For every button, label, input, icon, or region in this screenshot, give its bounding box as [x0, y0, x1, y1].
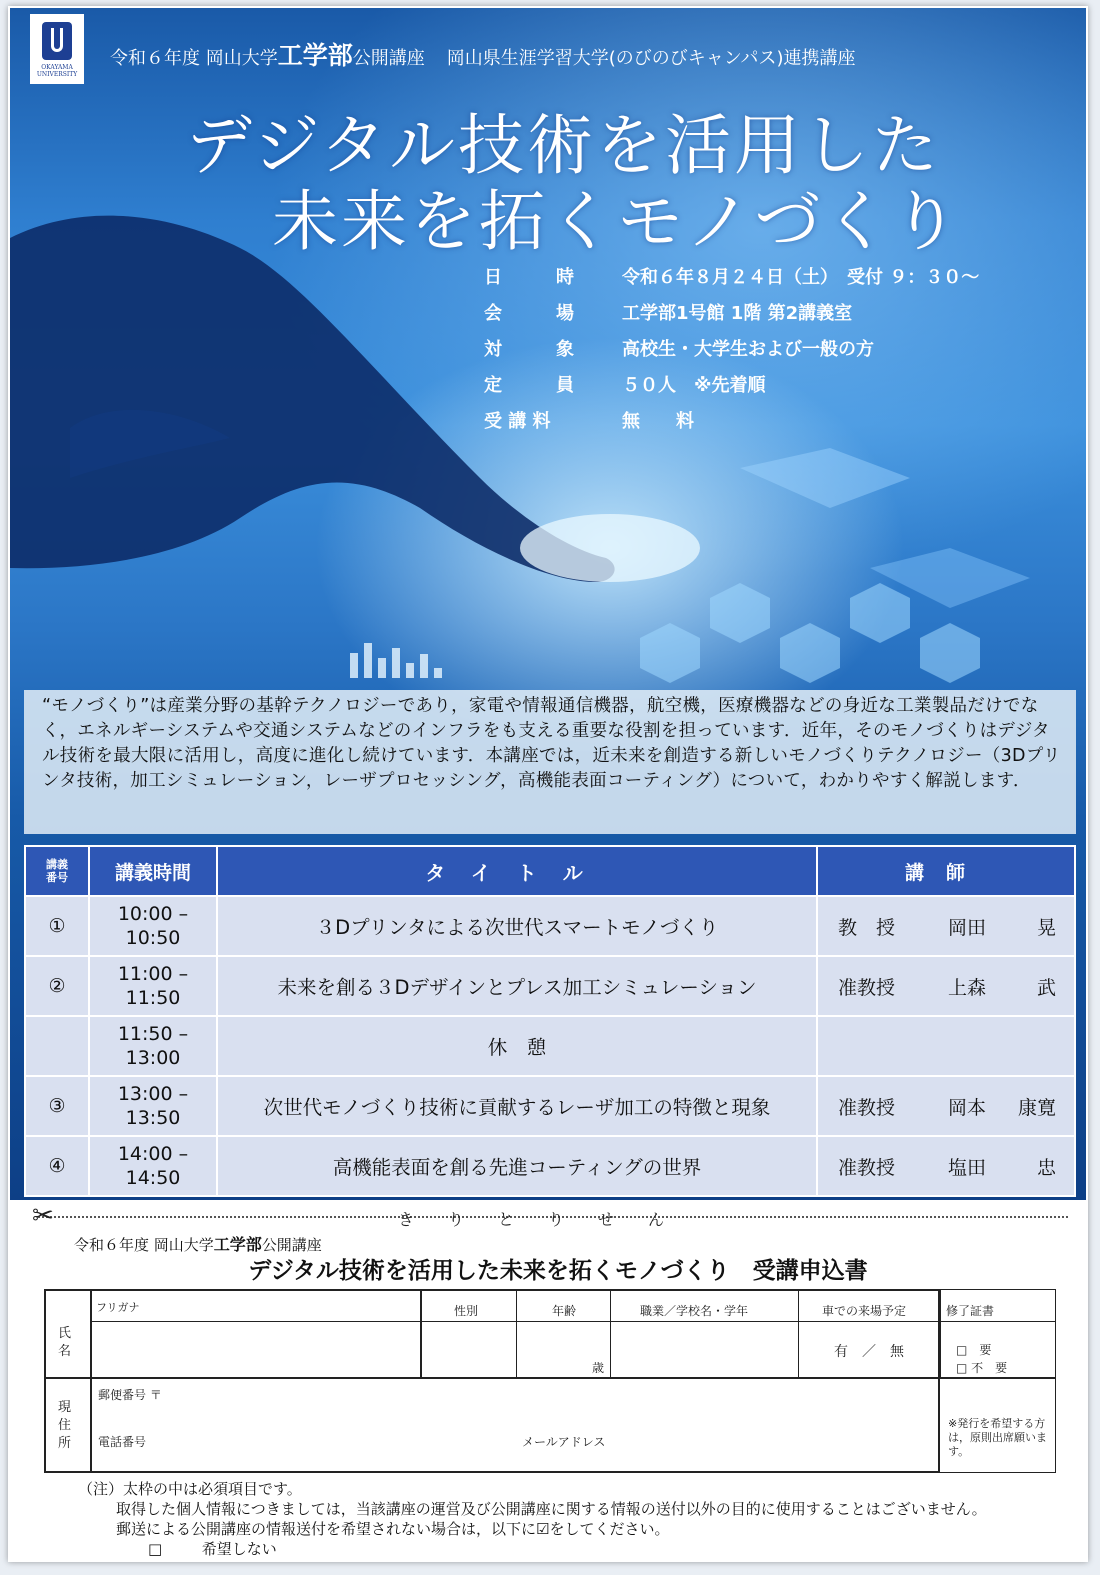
cut-label: きりとりせん — [397, 1210, 698, 1229]
postal-label: 郵便番号 〒 — [98, 1388, 162, 1402]
lecture-title: 未来を創る３Dデザインとプレス加工シミュレーション — [217, 956, 817, 1016]
gender-field[interactable] — [424, 1322, 514, 1376]
lecture-time: 10:00 – 10:50 — [89, 896, 217, 956]
phone-field[interactable] — [154, 1425, 504, 1455]
header-partner: 岡山県生涯学習大学(のびのびキャンパス)連携講座 — [446, 48, 856, 69]
lecturer: 准教授 岡本 康寛 — [817, 1076, 1075, 1136]
info-label: 定 員 — [484, 375, 574, 396]
address-field[interactable] — [174, 1381, 934, 1411]
col-header-no: 講義 番号 — [25, 846, 89, 896]
form-subheader: 令和６年度 岡山大学工学部公開講座 — [74, 1235, 322, 1254]
occupation-field[interactable] — [612, 1322, 796, 1376]
lecture-time: 14:00 – 14:50 — [89, 1136, 217, 1196]
opt-out-label: 希望しない — [201, 1540, 277, 1558]
table-row — [25, 1136, 1075, 1196]
note-line: （注）太枠の中は必須項目です。 — [78, 1480, 302, 1498]
main-title-line1: デジタル技術を活用した — [186, 107, 942, 184]
table-row — [25, 896, 1075, 956]
email-label: メールアドレス — [522, 1435, 606, 1449]
note-line: 郵送による公開講座の情報送付を希望されない場合は，以下に☑をしてください。 — [116, 1520, 670, 1538]
lecture-no: ③ — [25, 1076, 89, 1136]
info-value: 工学部1号館 1階 第2講義室 — [622, 303, 853, 324]
lecture-title: 次世代モノづくり技術に貢献するレーザ加工の特徴と現象 — [217, 1076, 817, 1136]
info-label: 会 場 — [484, 303, 574, 324]
university-logo — [30, 14, 84, 84]
table-row — [25, 956, 1075, 1016]
info-row-fee — [484, 407, 1084, 433]
info-value: 高校生・大学生および一般の方 — [622, 339, 874, 360]
info-label: 対 象 — [484, 339, 574, 360]
gender-label: 性別 — [454, 1304, 479, 1318]
cert-need-checkbox[interactable]: □ 要 — [956, 1343, 992, 1357]
hero-banner — [10, 8, 1086, 1200]
table-row — [25, 1016, 1075, 1076]
lecturer: 准教授 上森 武 — [817, 956, 1075, 1016]
info-row-target — [484, 335, 1084, 361]
main-title-line2: 未来を拓くモノづくり — [272, 183, 962, 260]
address-label: 現 住 所 — [58, 1400, 72, 1451]
cert-note: ※発行を希望する方は，原則出席願います。 — [948, 1417, 1047, 1458]
lecturer: 教 授 岡田 晃 — [817, 896, 1075, 956]
lecture-title: 休 憩 — [217, 1016, 817, 1076]
info-row-capacity — [484, 371, 1084, 397]
info-label: 日 時 — [484, 267, 574, 288]
info-label: 受 講 料 — [484, 411, 551, 432]
schedule-header-row — [25, 846, 1075, 896]
form-notes — [78, 1479, 987, 1559]
form-title: デジタル技術を活用した未来を拓くモノづくり 受講申込書 — [248, 1258, 868, 1284]
lecture-time: 11:50 – 13:00 — [89, 1016, 217, 1076]
occupation-label: 職業／学校名・学年 — [640, 1304, 749, 1318]
lecture-time: 13:00 – 13:50 — [89, 1076, 217, 1136]
certificate-label: 修了証書 — [946, 1304, 995, 1318]
age-unit: 歳 — [592, 1361, 605, 1375]
logo-mark-icon — [42, 22, 72, 60]
col-header-time: 講義時間 — [89, 846, 217, 896]
car-options[interactable]: 有 ／ 無 — [834, 1344, 904, 1360]
note-line: 取得した個人情報につきましては，当該講座の運営及び公開講座に関する情報の送付以外の目的に使用することはございません。 — [116, 1500, 987, 1518]
name-label: 氏 名 — [58, 1326, 72, 1359]
lecturer: 准教授 塩田 忠 — [817, 1136, 1075, 1196]
info-value: ５０人 ※先着順 — [622, 375, 766, 396]
digital-interface-graphic — [310, 428, 1070, 688]
scissors-icon: ✂ — [32, 1201, 54, 1231]
col-header-lecturer: 講師 — [817, 846, 1075, 896]
lecture-no: ② — [25, 956, 89, 1016]
furigana-label: フリガナ — [96, 1301, 140, 1314]
phone-label: 電話番号 — [98, 1435, 147, 1449]
header-faculty: 工学部 — [277, 41, 353, 70]
lecture-time: 11:00 – 11:50 — [89, 956, 217, 1016]
name-field[interactable] — [96, 1322, 418, 1376]
email-field[interactable] — [610, 1425, 930, 1455]
intro-paragraph: “モノづくり”は産業分野の基幹テクノロジーであり，家電や情報通信機器，航空機，医療機器などの身近な工業製品だけでなく，エネルギーシステムや交通システムなどのインフラをも支える重要な役割を担っています．近年，そのモノづくりはデジタル技術を最大限に活用し，高度に進化し続けています．本講座では，近未来を創造する新しいモノづくりテクノロジー（3Dプリンタ技術，加工シミュレーション，レーザプロセッシング，高機能表面コーティング）について，わかりやすく解説します． — [24, 690, 1076, 834]
table-row — [25, 1076, 1075, 1136]
info-row-date — [484, 263, 1084, 289]
lecture-no — [25, 1016, 89, 1076]
lecture-no: ④ — [25, 1136, 89, 1196]
info-value: 無 料 — [622, 411, 694, 432]
lecture-title: ３Dプリンタによる次世代スマートモノづくり — [217, 896, 817, 956]
cert-no-need-checkbox[interactable]: □ 不 要 — [956, 1361, 1008, 1375]
application-form — [44, 1289, 1056, 1473]
flyer-page — [8, 6, 1088, 1562]
info-value: 令和６年８月２４日（土） 受付 ９：３０～ — [622, 267, 980, 288]
info-row-venue — [484, 299, 1084, 325]
header-line — [110, 36, 856, 72]
lecture-title: 高機能表面を創る先進コーティングの世界 — [217, 1136, 817, 1196]
col-header-title: タイトル — [217, 846, 817, 896]
logo-text: OKAYAMA UNIVERSITY — [36, 64, 78, 78]
opt-out-checkbox[interactable]: □ — [148, 1540, 163, 1558]
age-label: 年齢 — [552, 1304, 577, 1318]
car-label: 車での来場予定 — [822, 1304, 907, 1318]
lecturer — [817, 1016, 1075, 1076]
schedule-table — [24, 845, 1076, 1197]
header-suffix: 公開講座 — [352, 48, 425, 69]
header-prefix: 令和６年度 岡山大学 — [110, 48, 278, 69]
lecture-no: ① — [25, 896, 89, 956]
